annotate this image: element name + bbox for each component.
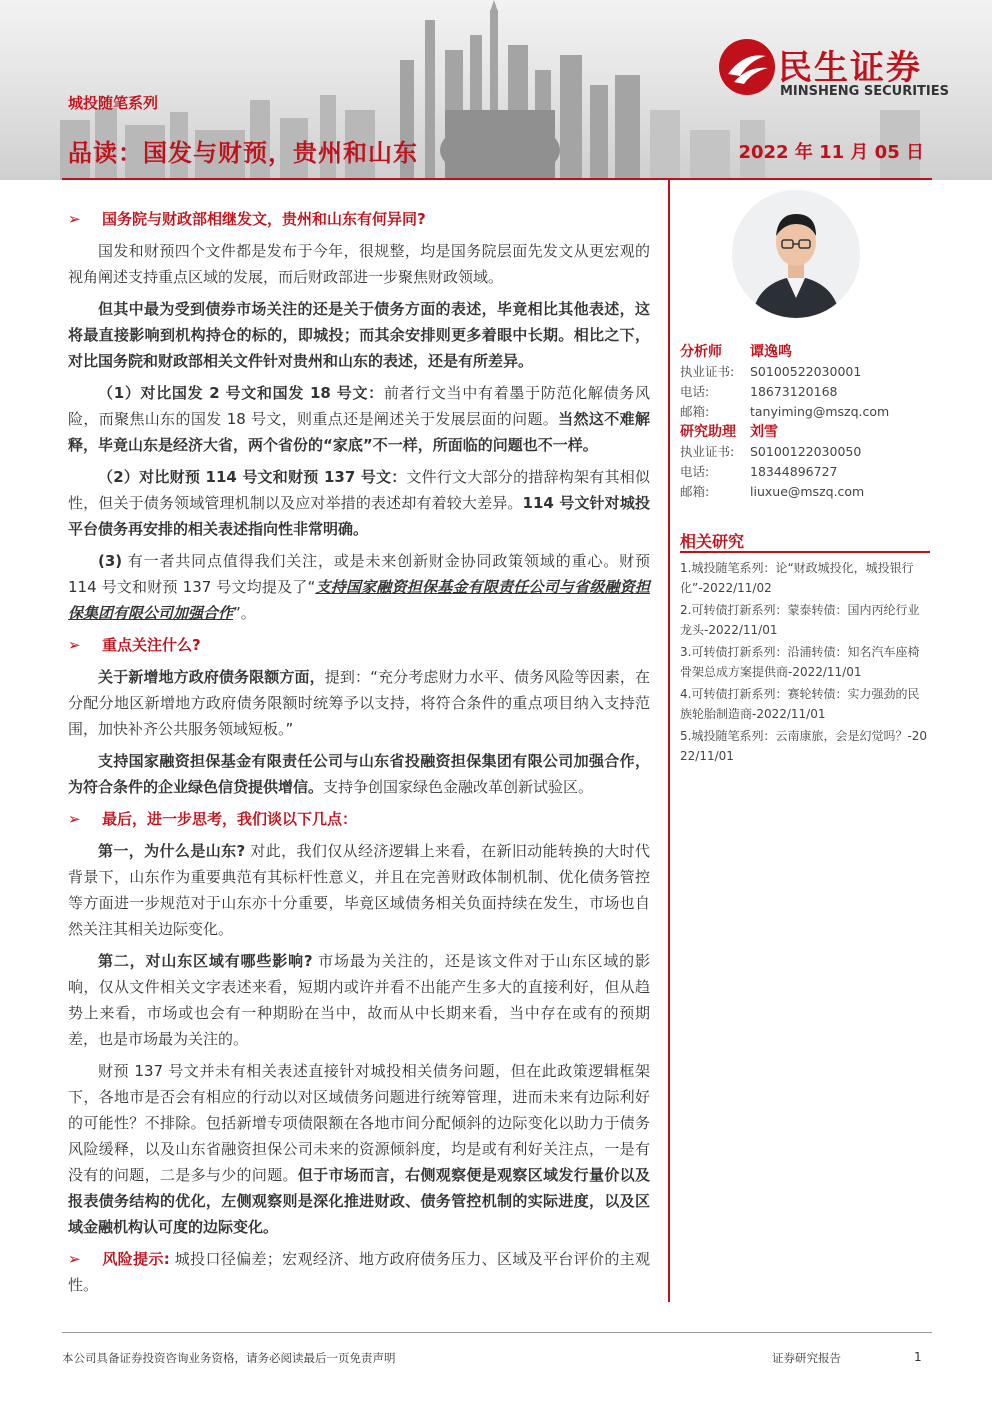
related-item[interactable]: 4.可转债打新系列：赛轮转债：实力强劲的民族轮胎制造商-2022/11/01: [680, 687, 920, 721]
analyst-photo: [732, 190, 860, 318]
analyst-info: [680, 342, 930, 502]
risk-warning: ➢ 风险提示: 城投口径偏差；宏观经济、地方政府债务压力、区域及平台评价的主观性。: [68, 1246, 650, 1298]
report-date: 2022 年 11 月 05 日: [738, 142, 924, 163]
assistant-phone-row: 电话: 18344896727: [680, 464, 838, 479]
paragraph: 财预 137 号文并未有相关表述直接针对城投相关债务问题，但在此政策逻辑框架下，各地市是否会有相应的行动以对区域债务问题进行统筹管理，进而未来有边际利好的可能性？不排除。包括新增专项债限额在各地市间分配倾斜的边际变化以助力于债务风险缓释，以及山东省融资担保公司未来的资源倾斜度，均是或有利好关注点，一是有没有的问题，二是多与少的问题。但于市场而言，右侧观察便是观察区域发行量价以及报表债务结构的优化，左侧观察则是深化推进财政、债务管控机制的实际进度，以及区域金融机构认可度的边际变化。: [68, 1062, 650, 1236]
related-item[interactable]: 2.可转债打新系列：蒙泰转债：国内丙纶行业龙头-2022/11/01: [680, 603, 920, 637]
arrow-icon: ➢: [68, 1250, 81, 1268]
analyst-phone-row: 电话: 18673120168: [680, 384, 838, 399]
paragraph: （2）对比财预 114 号文和财预 137 号文：文件行文大部分的措辞构架有其相似性，但关于债务领域管理机制以及应对举措的表述却有着较大差异。114 号文针对城投平台债务再安排的相关表述指向性非常明确。: [68, 468, 650, 538]
arrow-icon: ➢: [68, 636, 81, 654]
paragraph: 支持国家融资担保基金有限责任公司与山东省投融资担保集团有限公司加强合作，为符合条件的企业绿色信贷提供增信。支持争创国家绿色金融改革创新试验区。: [68, 752, 650, 796]
section-heading: ➢ 国务院与财政部相继发文，贵州和山东有何异同?: [68, 206, 650, 232]
arrow-icon: ➢: [68, 210, 81, 228]
paragraph: 第一，为什么是山东? 对此，我们仅从经济逻辑上来看，在新旧动能转换的大时代背景下，山东作为重要典范有其标杆性意义，并且在完善财政体制机制、优化债务管控等方面进一步规范对于山东亦十分重要，毕竟区域债务相关负面持续在发生，市场也自然关注其相关边际变化。: [68, 842, 650, 938]
paragraph: 第二，对山东区域有哪些影响? 市场最为关注的，还是该文件对于山东区域的影响，仅从文件相关文字表述来看，短期内或许并看不出能产生多大的直接利好，但从趋势上来看，市场或也会有一种期盼在当中，故而从中长期来看，当中存在或有的预期差，也是市场最为关注的。: [68, 952, 650, 1048]
column-divider: [668, 180, 670, 1302]
report-series: 城投随笔系列: [68, 94, 159, 112]
related-item[interactable]: 5.城投随笔系列：云南康旅，会是幻觉吗？-2022/11/01: [680, 729, 928, 763]
analyst-cert-row: 执业证书: S0100522030001: [680, 364, 862, 379]
main-content: [68, 206, 650, 1304]
arrow-icon: ➢: [68, 810, 81, 828]
related-research-list: [680, 558, 930, 768]
section-heading: ➢ 重点关注什么?: [68, 632, 650, 658]
assistant-role-row: 研究助理 刘雪: [680, 424, 778, 440]
related-item[interactable]: 3.可转债打新系列：沿浦转债：知名汽车座椅骨架总成方案提供商-2022/11/01: [680, 645, 920, 679]
related-divider: [680, 551, 930, 553]
company-logo: [718, 38, 968, 108]
person-avatar-icon: [732, 190, 860, 318]
paragraph: （1）对比国发 2 号文和国发 18 号文：前者行文当中有着墨于防范化解债务风险，而聚焦山东的国发 18 号文，则重点还是阐述关于发展层面的问题。当然这不难解释，毕竟山东是经济大省，两个省份的“家底”不一样，所面临的问题也不一样。: [68, 384, 650, 454]
paragraph: 国发和财预四个文件都是发布于今年，很规整，均是国务院层面先发文从更宏观的视角阐述支持重点区域的发展，而后财政部进一步聚焦财政领域。: [68, 242, 650, 286]
minsheng-logo-icon: [718, 38, 776, 96]
footer-divider: [62, 1332, 932, 1333]
analyst-email-row: 邮箱: tanyiming@mszq.com: [680, 404, 890, 419]
header-divider: [62, 178, 932, 180]
page-title: 品读：国发与财预，贵州和山东: [68, 139, 418, 167]
analyst-role-row: 分析师 谭逸鸣: [680, 344, 792, 360]
footer-report-type: 证券研究报告: [772, 1351, 841, 1365]
assistant-email-row: 邮箱: liuxue@mszq.com: [680, 484, 865, 499]
paragraph: (3) 有一者共同点值得我们关注，或是未来创新财金协同政策领域的重心。财预 114 号文和财预 137 号文均提及了“支持国家融资担保基金有限责任公司与省级融资担保集团有限公司加强合作”。: [68, 552, 650, 622]
paragraph: 关于新增地方政府债务限额方面，提到：“充分考虑财力水平、债务风险等因素，在分配分地区新增地方政府债务限额时统筹予以支持，将符合条件的重点项目纳入支持范围，加快补齐公共服务领域短板。”: [68, 668, 650, 738]
page-number: 1: [914, 1350, 922, 1364]
related-research-title: 相关研究: [680, 532, 745, 551]
section-heading: ➢ 最后，进一步思考，我们谈以下几点：: [68, 806, 650, 832]
logo-chinese-name: 民生证券: [778, 48, 922, 88]
paragraph: 但其中最为受到债券市场关注的还是关于债务方面的表述，毕竟相比其他表述，这将最直接影响到机构持仓的标的，即城投；而其余安排则更多着眼中长期。相比之下，对比国务院和财政部相关文件针对贵州和山东的表述，还是有所差异。: [68, 300, 650, 370]
footer-disclaimer: 本公司具备证券投资咨询业务资格，请务必阅读最后一页免责声明: [62, 1351, 396, 1365]
logo-english-name: MINSHENG SECURITIES: [780, 84, 949, 99]
assistant-cert-row: 执业证书: S0100122030050: [680, 444, 862, 459]
related-item[interactable]: 1.城投随笔系列：论“财政城投化，城投银行化”-2022/11/02: [680, 561, 914, 595]
